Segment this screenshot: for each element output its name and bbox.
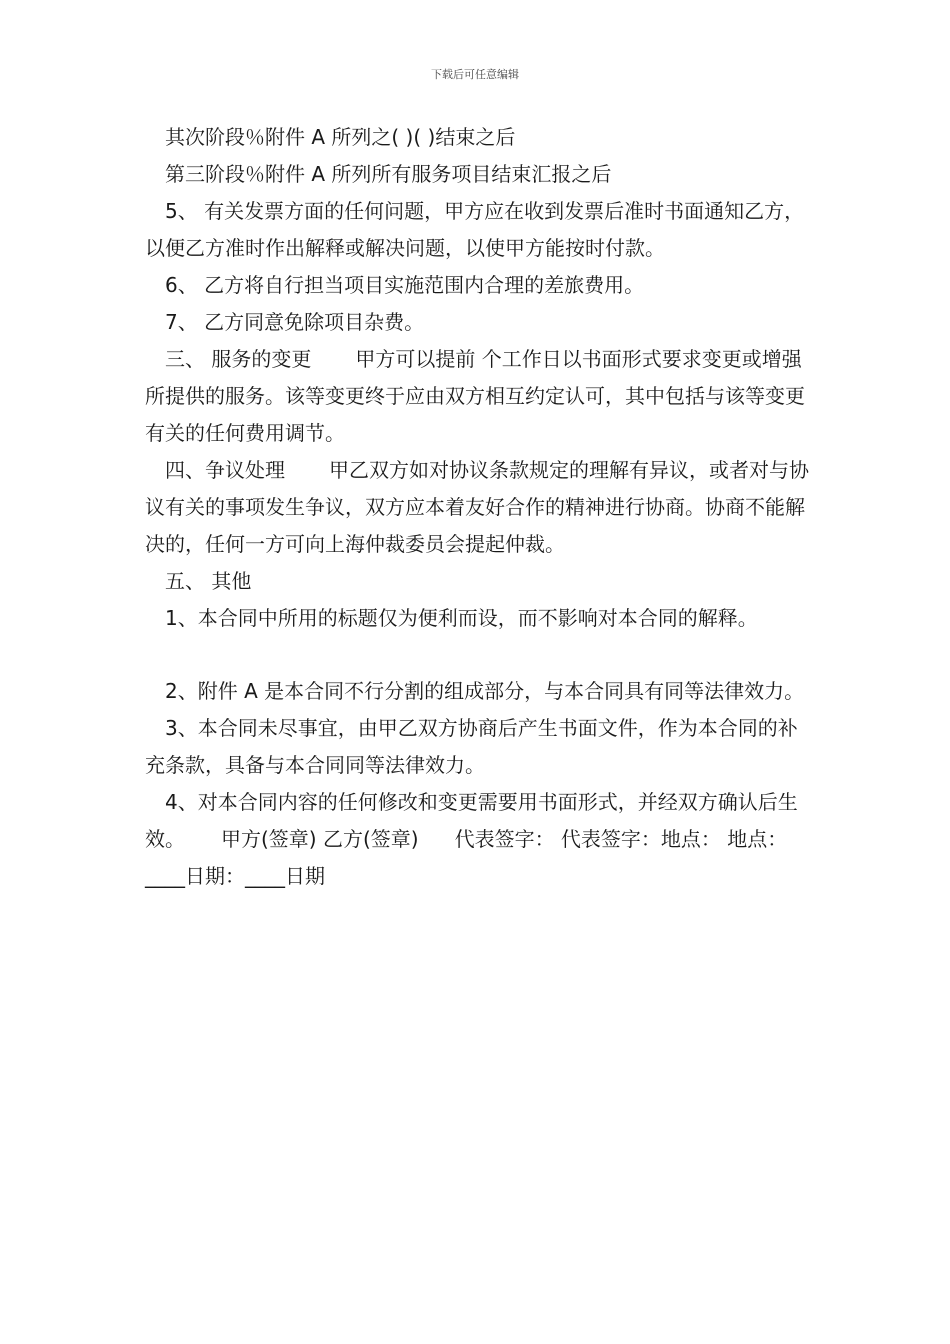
section-other-heading: 五、 其他 — [165, 569, 252, 593]
paragraph-stage-3: 第三阶段％附件 A 所列所有服务项目结束汇报之后 — [165, 162, 612, 186]
section-dispute — [145, 452, 815, 563]
document-body — [145, 119, 815, 895]
paragraph-item-6: 6、 乙方将自行担当项目实施范围内合理的差旅费用。 — [165, 273, 645, 297]
paragraph-stage-2: 其次阶段％附件 A 所列之( )( )结束之后 — [165, 125, 516, 149]
section-heading: 三、 服务的变更 — [165, 347, 312, 371]
signature-fields: 代表签字： 代表签字：地点： 地点：____日期：____日期 — [145, 827, 788, 888]
signature-parties: 甲方(签章) 乙方(签章) — [221, 827, 419, 851]
paragraph-other-4 — [145, 784, 815, 895]
page-header: 下载后可任意编辑 — [431, 68, 519, 81]
section-service-change — [145, 341, 815, 452]
paragraph-item-5: 5、 有关发票方面的任何问题，甲方应在收到发票后准时书面通知乙方，以便乙方准时作出解释或解决问题，以使甲方能按时付款。 — [145, 199, 805, 260]
paragraph-other-3: 3、本合同未尽事宜，由甲乙双方协商后产生书面文件，作为本合同的补充条款，具备与本合同同等法律效力。 — [145, 716, 798, 777]
section-text: 甲乙双方如对协议条款规定的理解有异议，或者对与协议有关的事项发生争议，双方应本着友好合作的精神进行协商。协商不能解决的，任何一方可向上海仲裁委员会提起仲裁。 — [145, 458, 809, 556]
section-heading: 四、争议处理 — [165, 458, 285, 482]
paragraph-other-1: 1、本合同中所用的标题仅为便利而设，而不影响对本合同的解释。 — [165, 606, 758, 630]
blank-line — [145, 637, 815, 673]
section-text: 甲方可以提前 个工作日以书面形式要求变更或增强所提供的服务。该等变更终于应由双方相互约定认可，其中包括与该等变更有关的任何费用调节。 — [145, 347, 805, 445]
paragraph-item-7: 7、 乙方同意免除项目杂费。 — [165, 310, 425, 334]
paragraph-text: 4、对本合同内容的任何修改和变更需要用书面形式，并经双方确认后生效。 — [145, 790, 798, 851]
paragraph-other-2: 2、附件 A 是本合同不行分割的组成部分，与本合同具有同等法律效力。 — [165, 679, 805, 703]
